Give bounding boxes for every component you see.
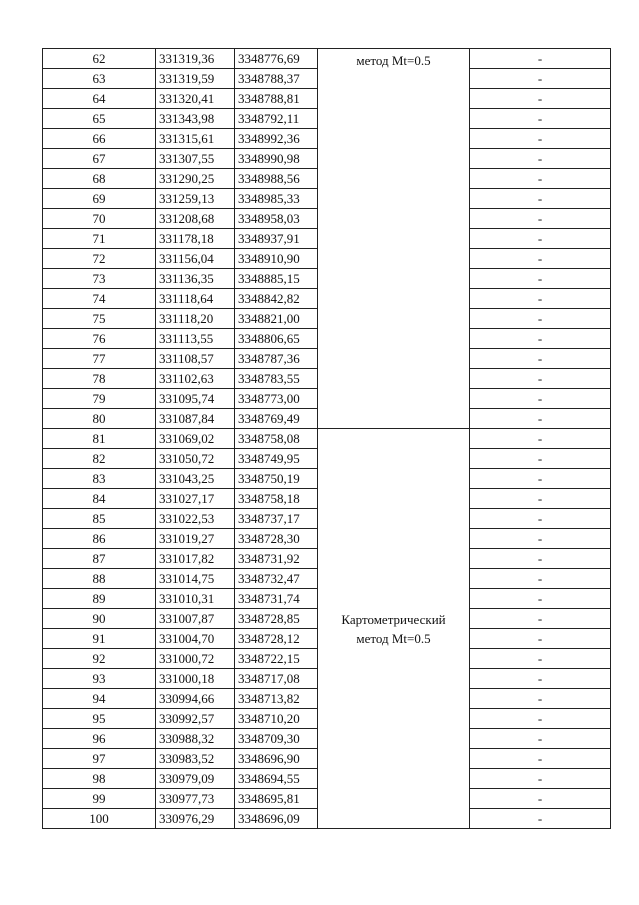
x-coordinate-cell: 331118,20	[156, 309, 235, 329]
x-coordinate-cell: 331343,98	[156, 109, 235, 129]
error-value-cell: -	[470, 509, 611, 529]
error-value-cell: -	[470, 749, 611, 769]
y-coordinate-cell: 3348773,00	[235, 389, 318, 409]
point-number-cell: 83	[43, 469, 156, 489]
error-value-cell: -	[470, 689, 611, 709]
x-coordinate-cell: 331307,55	[156, 149, 235, 169]
y-coordinate-cell: 3348788,37	[235, 69, 318, 89]
x-coordinate-cell: 330994,66	[156, 689, 235, 709]
error-value-cell: -	[470, 669, 611, 689]
error-value-cell: -	[470, 129, 611, 149]
y-coordinate-cell: 3348728,30	[235, 529, 318, 549]
x-coordinate-cell: 330976,29	[156, 809, 235, 829]
y-coordinate-cell: 3348990,98	[235, 149, 318, 169]
y-coordinate-cell: 3348710,20	[235, 709, 318, 729]
error-value-cell: -	[470, 569, 611, 589]
method-text-line: метод Mt=0.5	[356, 630, 431, 646]
point-number-cell: 94	[43, 689, 156, 709]
point-number-cell: 87	[43, 549, 156, 569]
error-value-cell: -	[470, 89, 611, 109]
y-coordinate-cell: 3348937,91	[235, 229, 318, 249]
x-coordinate-cell: 331043,25	[156, 469, 235, 489]
point-number-cell: 96	[43, 729, 156, 749]
y-coordinate-cell: 3348758,08	[235, 429, 318, 449]
error-value-cell: -	[470, 429, 611, 449]
x-coordinate-cell: 331069,02	[156, 429, 235, 449]
point-number-cell: 98	[43, 769, 156, 789]
point-number-cell: 75	[43, 309, 156, 329]
x-coordinate-cell: 331019,27	[156, 529, 235, 549]
x-coordinate-cell: 331102,63	[156, 369, 235, 389]
x-coordinate-cell: 331007,87	[156, 609, 235, 629]
y-coordinate-cell: 3348713,82	[235, 689, 318, 709]
error-value-cell: -	[470, 309, 611, 329]
error-value-cell: -	[470, 49, 611, 69]
error-value-cell: -	[470, 469, 611, 489]
x-coordinate-cell: 331087,84	[156, 409, 235, 429]
error-value-cell: -	[470, 629, 611, 649]
y-coordinate-cell: 3348776,69	[235, 49, 318, 69]
x-coordinate-cell: 331315,61	[156, 129, 235, 149]
x-coordinate-cell: 330992,57	[156, 709, 235, 729]
point-number-cell: 77	[43, 349, 156, 369]
x-coordinate-cell: 331095,74	[156, 389, 235, 409]
point-number-cell: 69	[43, 189, 156, 209]
y-coordinate-cell: 3348728,12	[235, 629, 318, 649]
error-value-cell: -	[470, 709, 611, 729]
x-coordinate-cell: 331017,82	[156, 549, 235, 569]
y-coordinate-cell: 3348758,18	[235, 489, 318, 509]
point-number-cell: 65	[43, 109, 156, 129]
error-value-cell: -	[470, 229, 611, 249]
point-number-cell: 67	[43, 149, 156, 169]
x-coordinate-cell: 331319,59	[156, 69, 235, 89]
point-number-cell: 92	[43, 649, 156, 669]
point-number-cell: 86	[43, 529, 156, 549]
point-number-cell: 73	[43, 269, 156, 289]
x-coordinate-cell: 330979,09	[156, 769, 235, 789]
y-coordinate-cell: 3348737,17	[235, 509, 318, 529]
y-coordinate-cell: 3348750,19	[235, 469, 318, 489]
y-coordinate-cell: 3348910,90	[235, 249, 318, 269]
y-coordinate-cell: 3348717,08	[235, 669, 318, 689]
point-number-cell: 64	[43, 89, 156, 109]
point-number-cell: 90	[43, 609, 156, 629]
y-coordinate-cell: 3348821,00	[235, 309, 318, 329]
y-coordinate-cell: 3348958,03	[235, 209, 318, 229]
error-value-cell: -	[470, 449, 611, 469]
error-value-cell: -	[470, 809, 611, 829]
y-coordinate-cell: 3348985,33	[235, 189, 318, 209]
y-coordinate-cell: 3348769,49	[235, 409, 318, 429]
point-number-cell: 95	[43, 709, 156, 729]
y-coordinate-cell: 3348722,15	[235, 649, 318, 669]
error-value-cell: -	[470, 189, 611, 209]
y-coordinate-cell: 3348728,85	[235, 609, 318, 629]
y-coordinate-cell: 3348788,81	[235, 89, 318, 109]
error-value-cell: -	[470, 109, 611, 129]
method-cell	[318, 429, 470, 829]
point-number-cell: 74	[43, 289, 156, 309]
point-number-cell: 63	[43, 69, 156, 89]
point-number-cell: 85	[43, 509, 156, 529]
x-coordinate-cell: 331178,18	[156, 229, 235, 249]
point-number-cell: 81	[43, 429, 156, 449]
point-number-cell: 82	[43, 449, 156, 469]
y-coordinate-cell: 3348792,11	[235, 109, 318, 129]
error-value-cell: -	[470, 249, 611, 269]
point-number-cell: 68	[43, 169, 156, 189]
y-coordinate-cell: 3348694,55	[235, 769, 318, 789]
y-coordinate-cell: 3348696,90	[235, 749, 318, 769]
x-coordinate-cell: 331022,53	[156, 509, 235, 529]
x-coordinate-cell: 331136,35	[156, 269, 235, 289]
error-value-cell: -	[470, 149, 611, 169]
table-row	[43, 429, 611, 449]
y-coordinate-cell: 3348992,36	[235, 129, 318, 149]
error-value-cell: -	[470, 389, 611, 409]
x-coordinate-cell: 331118,64	[156, 289, 235, 309]
y-coordinate-cell: 3348885,15	[235, 269, 318, 289]
x-coordinate-cell: 330988,32	[156, 729, 235, 749]
point-number-cell: 89	[43, 589, 156, 609]
x-coordinate-cell: 331014,75	[156, 569, 235, 589]
y-coordinate-cell: 3348732,47	[235, 569, 318, 589]
y-coordinate-cell: 3348842,82	[235, 289, 318, 309]
error-value-cell: -	[470, 549, 611, 569]
point-number-cell: 80	[43, 409, 156, 429]
error-value-cell: -	[470, 489, 611, 509]
method-cell	[318, 49, 470, 429]
error-value-cell: -	[470, 529, 611, 549]
error-value-cell: -	[470, 729, 611, 749]
point-number-cell: 66	[43, 129, 156, 149]
point-number-cell: 99	[43, 789, 156, 809]
x-coordinate-cell: 331027,17	[156, 489, 235, 509]
error-value-cell: -	[470, 789, 611, 809]
x-coordinate-cell: 331050,72	[156, 449, 235, 469]
error-value-cell: -	[470, 769, 611, 789]
table-row	[43, 49, 611, 69]
error-value-cell: -	[470, 209, 611, 229]
x-coordinate-cell: 331004,70	[156, 629, 235, 649]
x-coordinate-cell: 331000,72	[156, 649, 235, 669]
y-coordinate-cell: 3348709,30	[235, 729, 318, 749]
point-number-cell: 62	[43, 49, 156, 69]
x-coordinate-cell: 331320,41	[156, 89, 235, 109]
point-number-cell: 70	[43, 209, 156, 229]
x-coordinate-cell: 331108,57	[156, 349, 235, 369]
point-number-cell: 76	[43, 329, 156, 349]
point-number-cell: 78	[43, 369, 156, 389]
error-value-cell: -	[470, 289, 611, 309]
y-coordinate-cell: 3348787,36	[235, 349, 318, 369]
point-number-cell: 91	[43, 629, 156, 649]
y-coordinate-cell: 3348695,81	[235, 789, 318, 809]
y-coordinate-cell: 3348988,56	[235, 169, 318, 189]
point-number-cell: 71	[43, 229, 156, 249]
x-coordinate-cell: 331000,18	[156, 669, 235, 689]
error-value-cell: -	[470, 349, 611, 369]
method-text-line: Картометрический	[341, 611, 446, 627]
x-coordinate-cell: 331010,31	[156, 589, 235, 609]
error-value-cell: -	[470, 169, 611, 189]
error-value-cell: -	[470, 329, 611, 349]
method-text-line: метод Mt=0.5	[356, 53, 431, 68]
x-coordinate-cell: 331259,13	[156, 189, 235, 209]
error-value-cell: -	[470, 369, 611, 389]
error-value-cell: -	[470, 649, 611, 669]
point-number-cell: 79	[43, 389, 156, 409]
y-coordinate-cell: 3348806,65	[235, 329, 318, 349]
error-value-cell: -	[470, 269, 611, 289]
y-coordinate-cell: 3348731,74	[235, 589, 318, 609]
point-number-cell: 72	[43, 249, 156, 269]
error-value-cell: -	[470, 409, 611, 429]
error-value-cell: -	[470, 69, 611, 89]
point-number-cell: 93	[43, 669, 156, 689]
point-number-cell: 100	[43, 809, 156, 829]
y-coordinate-cell: 3348783,55	[235, 369, 318, 389]
y-coordinate-cell: 3348696,09	[235, 809, 318, 829]
x-coordinate-cell: 330983,52	[156, 749, 235, 769]
x-coordinate-cell: 330977,73	[156, 789, 235, 809]
coordinates-table	[42, 48, 611, 829]
x-coordinate-cell: 331113,55	[156, 329, 235, 349]
x-coordinate-cell: 331156,04	[156, 249, 235, 269]
point-number-cell: 97	[43, 749, 156, 769]
error-value-cell: -	[470, 589, 611, 609]
coordinates-table-body	[43, 49, 611, 829]
y-coordinate-cell: 3348731,92	[235, 549, 318, 569]
error-value-cell: -	[470, 609, 611, 629]
point-number-cell: 84	[43, 489, 156, 509]
x-coordinate-cell: 331208,68	[156, 209, 235, 229]
point-number-cell: 88	[43, 569, 156, 589]
x-coordinate-cell: 331319,36	[156, 49, 235, 69]
x-coordinate-cell: 331290,25	[156, 169, 235, 189]
y-coordinate-cell: 3348749,95	[235, 449, 318, 469]
